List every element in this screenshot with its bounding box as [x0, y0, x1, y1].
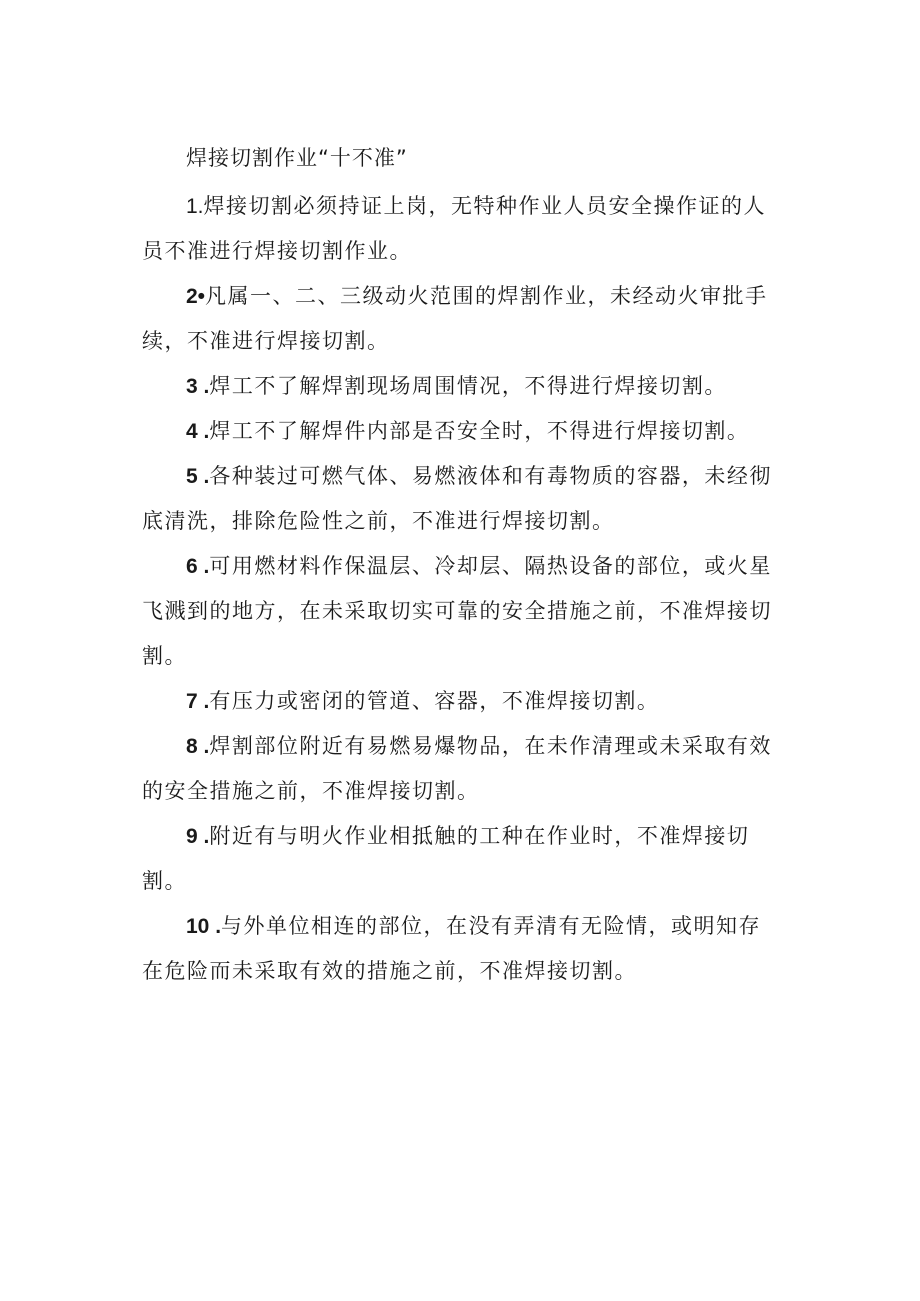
rule-item-8: [142, 724, 782, 814]
rule-item-9: [142, 814, 782, 904]
rule-number: 2•: [186, 285, 206, 308]
rule-text: 焊接切割必须持证上岗，无特种作业人员安全操作证的人员不准进行焊接切割作业。: [142, 194, 767, 263]
document-body: [142, 140, 782, 994]
rule-number: 6 .: [186, 555, 210, 578]
rule-item-1: [142, 184, 782, 274]
rule-number: 8 .: [186, 735, 210, 758]
document-title: 焊接切割作业“十不准”: [186, 146, 408, 170]
rule-text: 可用燃材料作保温层、冷却层、隔热设备的部位，或火星飞溅到的地方，在未采取切实可靠的安全措施之前，不准焊接切割。: [142, 554, 772, 668]
rule-number: 1.: [186, 195, 204, 218]
rule-number: 7 .: [186, 690, 210, 713]
rule-item-7: [142, 679, 782, 724]
rule-number: 4 .: [186, 420, 210, 443]
rule-number: 5 .: [186, 465, 210, 488]
rule-item-5: [142, 454, 782, 544]
rule-item-4: [142, 409, 782, 454]
rule-number: 9 .: [186, 825, 210, 848]
rule-number: 10 .: [186, 915, 222, 938]
rule-text: 焊割部位附近有易燃易爆物品，在未作清理或未采取有效的安全措施之前，不准焊接切割。: [142, 734, 772, 803]
rule-text: 各种装过可燃气体、易燃液体和有毒物质的容器，未经彻底清洗，排除危险性之前，不准进行焊接切割。: [142, 464, 772, 533]
rule-text: 附近有与明火作业相抵触的工种在作业时，不准焊接切割。: [142, 824, 750, 893]
rule-item-3: [142, 364, 782, 409]
rule-text: 焊工不了解焊件内部是否安全时，不得进行焊接切割。: [209, 419, 750, 443]
rule-item-10: [142, 904, 782, 994]
rule-text: 与外单位相连的部位，在没有弄清有无险情，或明知存在危险而未采取有效的措施之前，不准焊接切割。: [142, 914, 762, 983]
rule-text: 有压力或密闭的管道、容器，不准焊接切割。: [209, 689, 660, 713]
rule-text: 焊工不了解焊割现场周围情况，不得进行焊接切割。: [209, 374, 727, 398]
rule-number: 3 .: [186, 375, 210, 398]
rule-item-6: [142, 544, 782, 679]
rule-item-2: [142, 274, 782, 364]
rule-text: 凡属一、二、三级动火范围的焊割作业，未经动火审批手续，不准进行焊接切割。: [142, 284, 768, 353]
